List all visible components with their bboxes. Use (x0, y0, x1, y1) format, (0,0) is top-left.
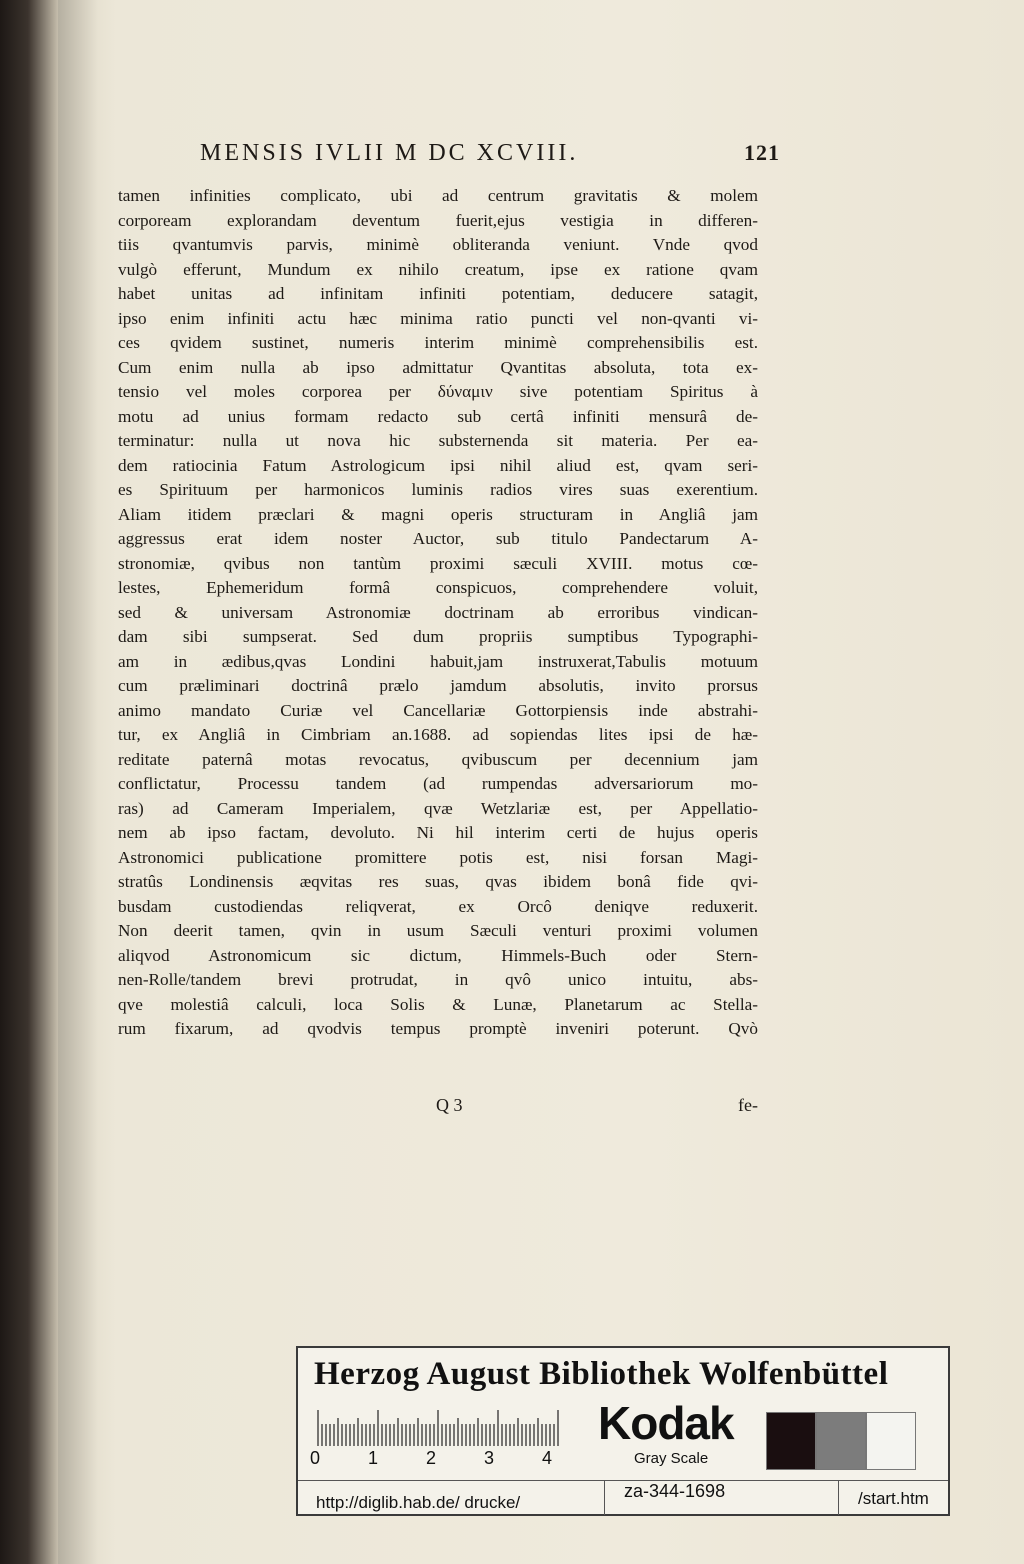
text-line: es Spirituum per harmonicos luminis radios vires suas exerentium. (118, 480, 758, 499)
text-line: corpoream explorandam deventum fuerit,ejus vestigia in differen- (118, 210, 758, 230)
text-line: Cum enim nulla ab ipso admittatur Qvantitas absoluta, tota ex- (118, 357, 758, 377)
text-line: nen-Rolle/tandem brevi protrudat, in qvô unico intuitu, abs- (118, 970, 758, 989)
ruler-number: 4 (542, 1448, 553, 1468)
text-line: nem ab ipso factam, devoluto. Ni hil interim certi de hujus operis (118, 823, 758, 842)
ruler-numbers (310, 1448, 570, 1472)
text-line: habet unitas ad infinitam infiniti potentiam, deducere satagit, (118, 284, 758, 303)
text-line: busdam custodiendas reliqverat, ex Orcô deniqve reduxerit. (118, 896, 758, 916)
text-line: dam sibi sumpserat. Sed dum propriis sumptibus Typographi- (118, 627, 758, 646)
text-line: rum fixarum, ad qvodvis tempus promptè inveniri poterunt. Qvò (118, 1019, 758, 1038)
text-line: motu ad unius formam redacto sub certâ infiniti mensurâ de- (118, 406, 758, 426)
ruler-number: 2 (426, 1448, 437, 1468)
ruler-number: 3 (484, 1448, 495, 1468)
library-name: Herzog August Bibliothek Wolfenbüttel (314, 1356, 889, 1392)
ruler-number: 1 (368, 1448, 379, 1468)
divider (604, 1481, 605, 1515)
gray-patch (766, 1412, 816, 1470)
gray-patches (766, 1412, 916, 1470)
gray-patch (816, 1412, 866, 1470)
text-line: aggressus erat idem noster Auctor, sub titulo Pandectarum A- (118, 529, 758, 548)
text-line: cum præliminari doctrinâ prælo jamdum absolutis, invito prorsus (118, 676, 758, 695)
ruler-number: 0 (310, 1448, 321, 1468)
gray-patch (866, 1412, 916, 1470)
text-line: tur, ex Angliâ in Cimbriam an.1688. ad sopiendas lites ipsi de hæ- (118, 725, 758, 744)
text-line: animo mandato Curiæ vel Cancellariæ Gottorpiensis inde abstrahi- (118, 700, 758, 720)
text-line: am in ædibus,qvas Londini habuit,jam instruxerat,Tabulis motuum (118, 651, 758, 671)
shelfmark: za-344-1698 (624, 1481, 726, 1501)
text-line: dem ratiocinia Fatum Astrologicum ipsi nihil aliud est, qvam seri- (118, 455, 758, 475)
text-line: stronomiæ, qvibus non tantùm proximi sæculi XVIII. motus cœ- (118, 553, 758, 573)
brand-label: Kodak (598, 1397, 734, 1449)
page-footer (118, 1095, 758, 1121)
catchword: fe- (738, 1095, 758, 1115)
start-page: /start.htm (858, 1489, 929, 1508)
text-line: Astronomici publicatione promittere potis est, nisi forsan Magi- (118, 847, 758, 867)
page-number: 121 (744, 140, 780, 165)
divider (838, 1481, 839, 1515)
text-line: qve molestiâ calculi, loca Solis & Lunæ, Planetarum ac Stella- (118, 994, 758, 1014)
text-line: ras) ad Cameram Imperialem, qvæ Wetzlariæ est, per Appellatio- (118, 798, 758, 818)
running-head-title: MENSIS IVLII M DC XCVIII. (200, 140, 579, 166)
ruler-scale-icon (316, 1410, 566, 1448)
text-line: ces qvidem sustinet, numeris interim minimè comprehensibilis est. (118, 333, 758, 352)
text-line: conflictatur, Processu tandem (ad rumpendas adversariorum mo- (118, 774, 758, 793)
text-line: sed & universam Astronomiæ doctrinam ab erroribus vindican- (118, 602, 758, 622)
color-target-card (296, 1346, 950, 1516)
text-line: tensio vel moles corporea per δύναμιν sive potentiam Spiritus à (118, 382, 758, 401)
target-info-row (298, 1480, 948, 1515)
text-line: terminatur: nulla ut nova hic substernenda sit materia. Per ea- (118, 431, 758, 450)
scale-label: Gray Scale (634, 1450, 709, 1467)
gutter-shadow (58, 0, 98, 1564)
text-line: vulgò efferunt, Mundum ex nihilo creatum, ipse ex ratione qvam (118, 259, 758, 279)
text-line: lestes, Ephemeridum formâ conspicuos, comprehendere voluit, (118, 578, 758, 597)
text-line: ipso enim infiniti actu hæc minima ratio puncti vel non-qvanti vi- (118, 308, 758, 328)
text-line: aliqvod Astronomicum sic dictum, Himmels-Buch oder Stern- (118, 945, 758, 965)
text-line: stratûs Londinensis æqvitas res suas, qvas ibidem bonâ fide qvi- (118, 872, 758, 891)
book-spine-edge (0, 0, 62, 1564)
text-line: tiis qvantumvis parvis, minimè obliteranda veniunt. Vnde qvod (118, 235, 758, 254)
text-line: tamen infinities complicato, ubi ad centrum gravitatis & molem (118, 186, 758, 205)
body-text (118, 184, 758, 1042)
text-line: reditate paternâ motas revocatus, qvibuscum per decennium jam (118, 749, 758, 769)
digital-library-url: http://diglib.hab.de/ drucke/ (316, 1493, 521, 1512)
text-line: Non deerit tamen, qvin in usum Sæculi venturi proximi volumen (118, 921, 758, 940)
signature-mark: Q 3 (436, 1095, 463, 1115)
text-line: Aliam itidem præclari & magni operis structuram in Angliâ jam (118, 504, 758, 524)
running-head (200, 140, 780, 167)
